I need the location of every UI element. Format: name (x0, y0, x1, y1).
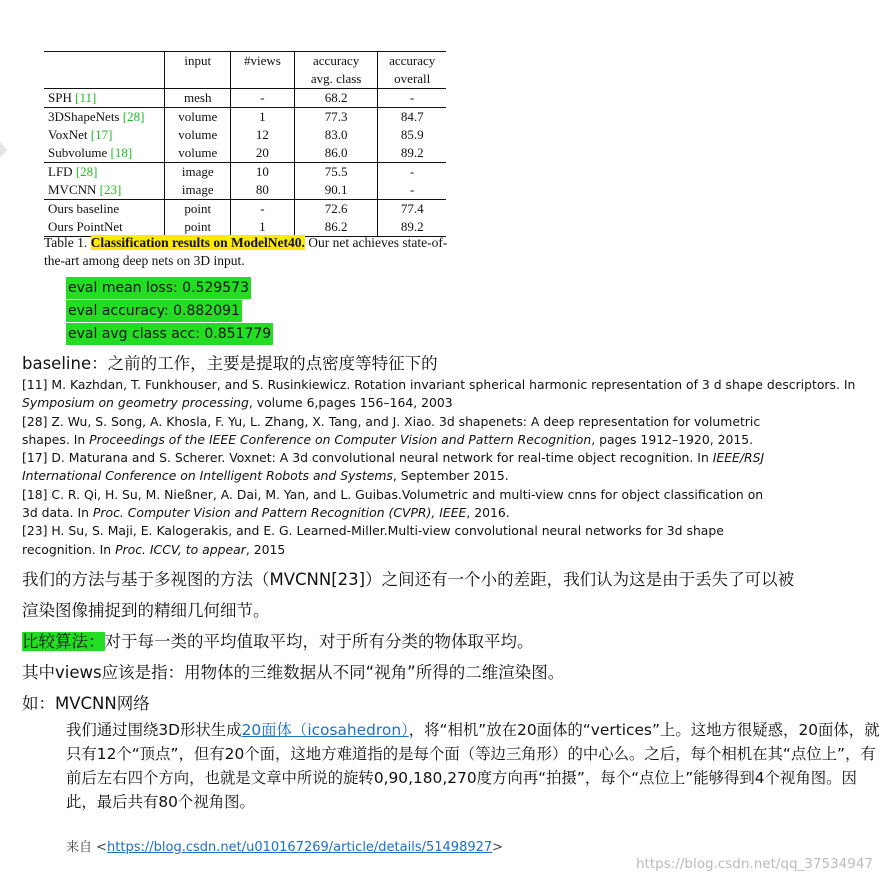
cell-overall: 89.2 (378, 218, 446, 237)
cell-avg: 86.2 (294, 218, 378, 237)
header-overall-line2: overall (394, 71, 431, 86)
reference-11 (22, 376, 872, 413)
cell-views: 1 (231, 218, 295, 237)
paragraph-views: 其中views应该是指：用物体的三维数据从不同“视角”所得的二维渲染图。 (22, 663, 565, 682)
method-name: MVCNN (48, 182, 100, 197)
citation-ref: [17] (90, 127, 113, 142)
citation-ref: [11] (75, 90, 97, 105)
method-name: Ours PointNet (48, 219, 123, 234)
table-row (44, 108, 446, 127)
cell-views: 10 (231, 163, 295, 182)
table-row (44, 163, 446, 182)
table-caption (44, 234, 454, 270)
cell-views: 20 (231, 144, 295, 163)
header-overall-line1: accuracy (389, 53, 436, 68)
paragraph-compare (22, 628, 534, 652)
cell-avg: 68.2 (294, 89, 378, 108)
cell-views: - (231, 200, 295, 219)
cell-input: volume (165, 108, 231, 127)
eval-mean-loss: eval mean loss: 0.529573 (66, 277, 251, 299)
ref-venue: Proceedings of the IEEE Conference on Computer Vision and Pattern Recognition (89, 431, 592, 447)
cell-overall: 84.7 (378, 108, 446, 127)
row-name (44, 181, 165, 200)
cell-overall: - (378, 89, 446, 108)
citation-ref: [18] (110, 145, 133, 160)
row-name (44, 144, 165, 163)
paragraph-gap-line1: 我们的方法与基于多视图的方法（MVCNN[23]）之间还有一个小的差距，我们认为这是由于丢失了可以被 (22, 570, 795, 589)
header-avg-class-line1: accuracy (313, 53, 360, 68)
row-name (44, 163, 165, 182)
ref-text: [18] C. R. Qi, H. Su, M. Nießner, A. Dai, M. Yan, and L. Guibas.Volumetric and multi-view cnns for object classification on (22, 486, 764, 502)
ref-venue: IEEE/RSJ (712, 450, 765, 466)
cell-avg: 83.0 (294, 126, 378, 144)
citation-ref: [23] (99, 182, 122, 197)
ref-text: , September 2015. (392, 468, 509, 484)
table-row (44, 144, 446, 163)
ref-text: [17] D. Maturana and S. Scherer. Voxnet: A 3d convolutional neural network for real-time object recognition. In (22, 450, 713, 466)
caption-prefix: Table 1. (44, 235, 91, 250)
compare-highlight: 比较算法： (22, 632, 105, 651)
header-empty (44, 52, 165, 89)
reference-18 (22, 486, 872, 523)
cell-views: 1 (231, 108, 295, 127)
eval-accuracy: eval accuracy: 0.882091 (66, 300, 242, 322)
citation-ref: [28] (122, 109, 145, 124)
reference-17 (22, 449, 872, 486)
method-name: SPH (48, 90, 76, 105)
source-link[interactable]: https://blog.csdn.net/u010167269/article/details/51498927 (107, 840, 493, 855)
ref-text: , 2015 (245, 541, 286, 557)
eval-avg-class-acc: eval avg class acc: 0.851779 (66, 323, 273, 345)
table-row (44, 126, 446, 144)
paragraph-gap-line2: 渲染图像捕捉到的精细几何细节。 (22, 601, 270, 620)
cell-avg: 90.1 (294, 181, 378, 200)
table-row (44, 200, 446, 219)
cell-views: 12 (231, 126, 295, 144)
table-row (44, 181, 446, 200)
cell-avg: 75.5 (294, 163, 378, 182)
compare-text: 对于每一类的平均值取平均，对于所有分类的物体取平均。 (104, 632, 534, 651)
cell-avg: 77.3 (294, 108, 378, 127)
paragraph-mvcnn (66, 718, 886, 814)
method-name: Ours baseline (48, 201, 120, 216)
watermark: https://blog.csdn.net/qq_37534947 (636, 856, 874, 872)
cell-views: 80 (231, 181, 295, 200)
results-table (44, 51, 446, 237)
baseline-line: baseline：之前的工作，主要是提取的点密度等特征下的 (22, 354, 438, 373)
source-suffix: > (492, 840, 504, 855)
cell-overall: 77.4 (378, 200, 446, 219)
reference-23 (22, 522, 872, 559)
page-edge-marker (0, 142, 7, 158)
cell-input: image (165, 163, 231, 182)
method-name: VoxNet (48, 127, 91, 142)
cell-input: volume (165, 144, 231, 163)
ref-text: [28] Z. Wu, S. Song, A. Khosla, F. Yu, L. Zhang, X. Tang, and J. Xiao. 3d shapenets: A deep representation for volumetric (22, 413, 761, 429)
ref-text: recognition. In (22, 541, 116, 557)
cell-views: - (231, 89, 295, 108)
mvcnn-text-rest: ，将“相机”放在20面体的“vertices”上。这地方很疑惑，20面体，就只有12个“顶点”，但有20个面，这地方难道指的是每个面（等边三角形）的中心么。之后，每个相机在其“点位上”，有前后左右四个方向，也就是文章中所说的旋转0,90,180,270度方向再“拍摄”，每个“点位上”能够得到4个视角图。因此，最后共有80个视角图。 (66, 721, 880, 811)
mvcnn-text-start: 我们通过围绕3D形状生成 (66, 721, 242, 739)
ref-venue: Symposium on geometry processing (22, 395, 249, 411)
cell-input: mesh (165, 89, 231, 108)
source-line (66, 836, 503, 855)
cell-overall: 85.9 (378, 126, 446, 144)
references (22, 376, 872, 559)
caption-highlight: Classification results on ModelNet40. (90, 235, 305, 250)
icosahedron-link[interactable]: 20面体（icosahedron） (241, 721, 409, 739)
ref-venue: Proc. Computer Vision and Pattern Recognition (CVPR), IEEE (92, 505, 467, 521)
ref-text: , pages 1912–1920, 2015. (591, 431, 754, 447)
citation-ref: [28] (75, 164, 98, 179)
method-name: Subvolume (48, 145, 111, 160)
header-overall (378, 52, 446, 89)
header-avg-class (294, 52, 378, 89)
cell-avg: 72.6 (294, 200, 378, 219)
table-row (44, 89, 446, 108)
method-name: 3DShapeNets (48, 109, 123, 124)
ref-text: , 2016. (466, 505, 510, 521)
ref-venue: International Conference on Intelligent Robots and Systems (22, 468, 393, 484)
header-views: #views (231, 52, 295, 89)
header-avg-class-line2: avg. class (310, 71, 362, 86)
cell-input: point (165, 200, 231, 219)
ref-text: shapes. In (22, 431, 90, 447)
cell-overall: 89.2 (378, 144, 446, 163)
cell-input: image (165, 181, 231, 200)
cell-input: point (165, 218, 231, 237)
paragraph-example: 如：MVCNN网络 (22, 694, 150, 713)
cell-overall: - (378, 163, 446, 182)
caption-rest: Our net achieves state-of-the-art among deep nets on 3D input. (44, 235, 448, 268)
reference-28 (22, 413, 872, 450)
row-name (44, 126, 165, 144)
row-name (44, 108, 165, 127)
source-prefix: 来自 < (66, 840, 108, 855)
ref-text: [11] M. Kazhdan, T. Funkhouser, and S. Rusinkiewicz. Rotation invariant spherical harmonic representation of 3 d shape descriptors. In (22, 377, 856, 392)
ref-venue: Proc. ICCV, to appear (115, 541, 246, 557)
ref-text: 3d data. In (22, 505, 93, 521)
cell-avg: 86.0 (294, 144, 378, 163)
ref-text: , volume 6,pages 156–164, 2003 (248, 395, 453, 411)
table-header-row (44, 52, 446, 89)
method-name: LFD (48, 164, 76, 179)
row-name (44, 89, 165, 108)
cell-overall: - (378, 181, 446, 200)
header-input: input (165, 52, 231, 89)
row-name (44, 200, 165, 219)
ref-text: [23] H. Su, S. Maji, E. Kalogerakis, and E. G. Learned-Miller.Multi-view convolutional neural networks for 3d shape (22, 523, 724, 539)
cell-input: volume (165, 126, 231, 144)
